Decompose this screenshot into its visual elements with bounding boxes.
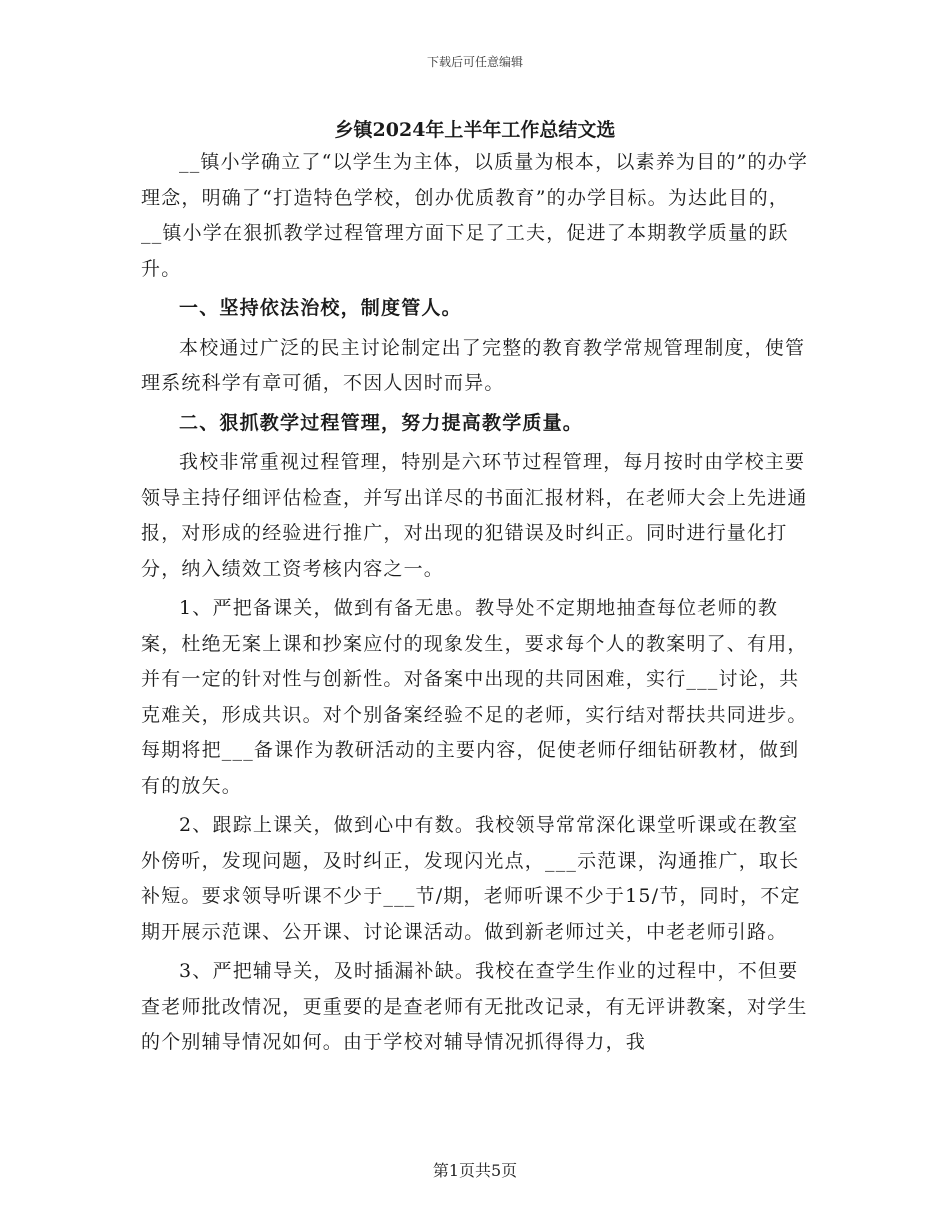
item-2-paragraph: 2、跟踪上课关，做到心中有数。我校领导常常深化课堂听课或在教室外傍听，发现问题，及时纠正，发现闪光点，___示范课，沟通推广，取长补短。要求领导听课不少于___节/期，老师听课不少于15/节，同时，不定期开展示范课、公开课、讨论课活动。做到新老师过关，中老老师引路。 — [141, 814, 801, 943]
item-3-paragraph: 3、严把辅导关，及时插漏补缺。我校在查学生作业的过程中，不但要查老师批改情况，更重要的是查老师有无批改记录，有无评讲教案，对学生的个别辅导情况如何。由于学校对辅导情况抓得得力，我 — [141, 960, 808, 1053]
intro-paragraph: __镇小学确立了“以学生为主体，以质量为根本，以素养为目的”的办学理念，明确了“打造特色学校，创办优质教育”的办学目标。为达此目的，__镇小学在狠抓教学过程管理方面下足了工夫，促进了本期教学质量的跃升。 — [141, 151, 809, 280]
page-number-footer: 第1页共5页 — [432, 1161, 518, 1180]
document-title: 乡镇2024年上半年工作总结文选 — [334, 119, 616, 141]
section-heading-2: 二、狠抓教学过程管理，努力提高教学质量。 — [179, 411, 584, 434]
download-note: 下载后可任意编辑 — [426, 55, 523, 69]
section-heading-1: 一、坚持依法治校，制度管人。 — [179, 297, 462, 319]
document-body — [141, 145, 809, 1061]
section-1-paragraph: 本校通过广泛的民主讨论制定出了完整的教育教学常规管理制度，使管理系统科学有章可循，不因人因时而异。 — [141, 336, 806, 394]
item-1-paragraph: 1、严把备课关，做到有备无患。教导处不定期地抽查每位老师的教案，杜绝无案上课和抄案应付的现象发生，要求每个人的教案明了、有用，并有一定的针对性与创新性。对备案中出现的共同困难，实行___讨论，共克难关，形成共识。对个别备案经验不足的老师，实行结对帮扶共同进步。每期将把___备课作为教研活动的主要内容，促使老师仔细钻研教材，做到有的放矢。 — [141, 597, 808, 797]
section-2-paragraph: 我校非常重视过程管理，特别是六环节过程管理，每月按时由学校主要领导主持仔细评估检查，并写出详尽的书面汇报材料，在老师大会上先进通报，对形成的经验进行推广，对出现的犯错误及时纠正。同时进行量化打分，纳入绩效工资考核内容之一。 — [141, 451, 808, 580]
